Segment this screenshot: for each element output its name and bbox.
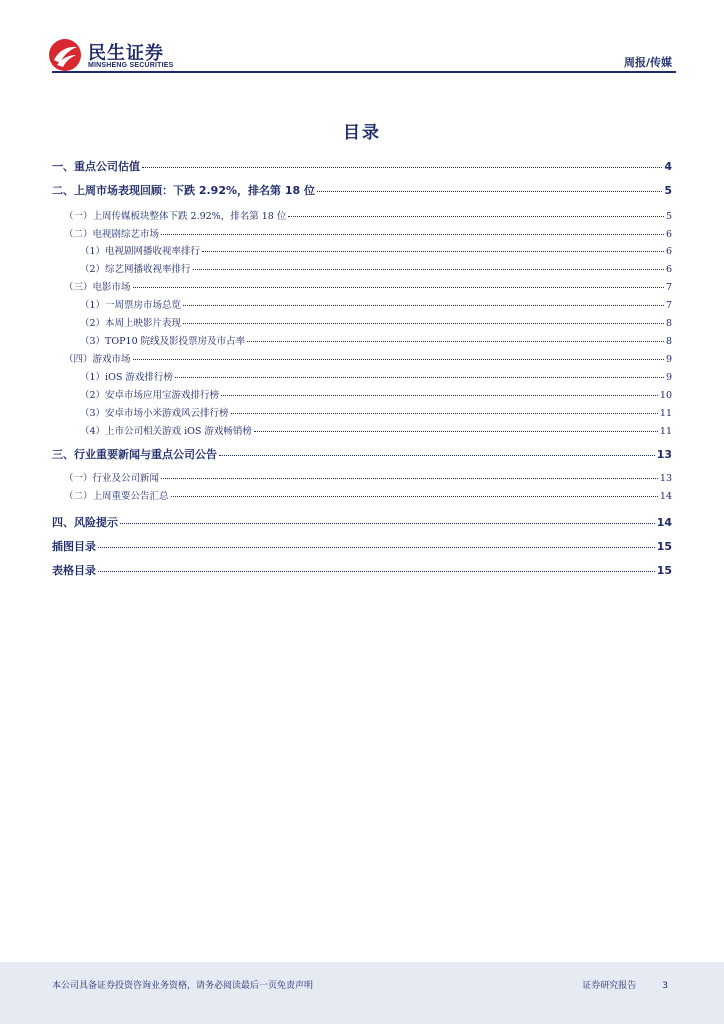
toc-leader-dots	[288, 216, 664, 217]
toc-entry-page: 13	[659, 473, 672, 484]
logo-text-en: MINSHENG SECURITIES	[88, 62, 174, 69]
toc-entry-page: 6	[665, 264, 672, 275]
toc-entry-page: 7	[665, 282, 672, 293]
page-number: 3	[662, 981, 668, 991]
toc-leader-dots	[231, 413, 658, 414]
toc-leader-dots	[120, 523, 655, 524]
toc-entry-label: （1）一周票房市场总览	[80, 300, 182, 311]
toc-entry-page: 14	[656, 516, 672, 529]
toc-title: 目录	[343, 123, 381, 143]
toc-entry-label: 插图目录	[52, 540, 96, 553]
header-divider	[52, 71, 676, 73]
toc-entry-page: 6	[665, 246, 672, 257]
minsheng-logo	[48, 38, 188, 74]
toc-entry-level3[interactable]	[52, 369, 672, 383]
toc-entry-level1[interactable]	[52, 562, 672, 578]
toc-entry-level3[interactable]	[52, 387, 672, 401]
toc-entry-label: （二）上周重要公告汇总	[64, 491, 169, 502]
toc-entry-level1[interactable]	[52, 158, 672, 174]
toc-entry-level2[interactable]	[52, 351, 672, 365]
toc-entry-level3[interactable]	[52, 333, 672, 347]
toc-entry-level1[interactable]	[52, 514, 672, 530]
toc-entry-level3[interactable]	[52, 243, 672, 257]
toc-leader-dots	[317, 191, 662, 192]
toc-entry-level2[interactable]	[52, 470, 672, 484]
toc-leader-dots	[133, 287, 664, 288]
page-footer	[0, 962, 724, 1024]
toc-entry-page: 11	[659, 426, 672, 437]
toc-leader-dots	[175, 377, 664, 378]
toc-entry-label: （四）游戏市场	[64, 354, 131, 365]
toc-entry-level3[interactable]	[52, 261, 672, 275]
toc-entry-level1[interactable]	[52, 182, 672, 198]
toc-entry-page: 4	[664, 160, 672, 173]
toc-leader-dots	[219, 455, 655, 456]
toc-leader-dots	[161, 478, 658, 479]
footer-meta	[582, 978, 668, 991]
toc-entry-level2[interactable]	[52, 226, 672, 240]
toc-entry-page: 15	[656, 564, 672, 577]
toc-entry-label: （三）电影市场	[64, 282, 131, 293]
toc-entry-label: （4）上市公司相关游戏 iOS 游戏畅销榜	[80, 426, 252, 437]
toc-entry-page: 9	[665, 354, 672, 365]
toc-leader-dots	[247, 341, 664, 342]
toc-leader-dots	[254, 431, 658, 432]
toc-entry-page: 9	[665, 372, 672, 383]
toc-leader-dots	[202, 251, 664, 252]
toc-entry-label: （3）TOP10 院线及影投票房及市占率	[80, 336, 246, 347]
toc-entry-label: （1）电视剧网播收视率排行	[80, 246, 201, 257]
toc-entry-page: 7	[665, 300, 672, 311]
toc-entry-level2[interactable]	[52, 488, 672, 502]
toc-entry-page: 14	[659, 491, 672, 502]
toc-leader-dots	[221, 395, 658, 396]
toc-entry-page: 5	[665, 211, 672, 222]
toc-entry-label: （2）安卓市场应用宝游戏排行榜	[80, 390, 220, 401]
toc-entry-page: 11	[659, 408, 672, 419]
toc-entry-page: 15	[656, 540, 672, 553]
toc-entry-label: 二、上周市场表现回顾：下跌 2.92%，排名第 18 位	[52, 184, 315, 197]
toc-entry-label: （2）本周上映影片表现	[80, 318, 182, 329]
minsheng-logo-icon	[48, 38, 82, 72]
toc-entry-page: 8	[665, 336, 672, 347]
toc-entry-label: （3）安卓市场小米游戏风云排行榜	[80, 408, 229, 419]
toc-leader-dots	[98, 547, 655, 548]
toc-entry-level3[interactable]	[52, 405, 672, 419]
toc-entry-label: （一）行业及公司新闻	[64, 473, 160, 484]
report-type: 周报/传媒	[623, 56, 672, 69]
toc-entry-page: 13	[656, 448, 672, 461]
page-header	[0, 0, 724, 80]
toc-entry-level2[interactable]	[52, 279, 672, 293]
toc-entry-level1[interactable]	[52, 446, 672, 462]
toc-entry-page: 10	[659, 390, 672, 401]
toc-leader-dots	[171, 496, 658, 497]
toc-leader-dots	[98, 571, 655, 572]
toc-entry-level3[interactable]	[52, 315, 672, 329]
logo-text-cn: 民生证券	[88, 43, 164, 64]
toc-entry-label: （二）电视剧综艺市场	[64, 229, 160, 240]
toc-leader-dots	[183, 323, 664, 324]
footer-disclaimer: 本公司具备证券投资咨询业务资格，请务必阅读最后一页免责声明	[52, 981, 314, 991]
toc-entry-level3[interactable]	[52, 297, 672, 311]
toc-entry-label: 表格目录	[52, 564, 96, 577]
toc-leader-dots	[133, 359, 664, 360]
toc-entry-label: （1）iOS 游戏排行榜	[80, 372, 173, 383]
toc-entry-page: 8	[665, 318, 672, 329]
toc-entry-level1[interactable]	[52, 538, 672, 554]
toc-entry-page: 6	[665, 229, 672, 240]
toc-leader-dots	[142, 167, 662, 168]
toc-entry-label: （2）综艺网播收视率排行	[80, 264, 191, 275]
toc-entry-level2[interactable]	[52, 208, 672, 222]
toc-entry-label: 一、重点公司估值	[52, 160, 140, 173]
toc-entry-page: 5	[664, 184, 672, 197]
toc-entry-level3[interactable]	[52, 423, 672, 437]
toc-leader-dots	[193, 269, 664, 270]
toc-leader-dots	[183, 305, 664, 306]
toc-leader-dots	[161, 234, 664, 235]
toc-entry-label: （一）上周传媒板块整体下跌 2.92%，排名第 18 位	[64, 211, 287, 222]
toc-entry-label: 四、风险提示	[52, 516, 118, 529]
footer-doc-type: 证券研究报告	[582, 981, 637, 991]
toc-entry-label: 三、行业重要新闻与重点公司公告	[52, 448, 217, 461]
